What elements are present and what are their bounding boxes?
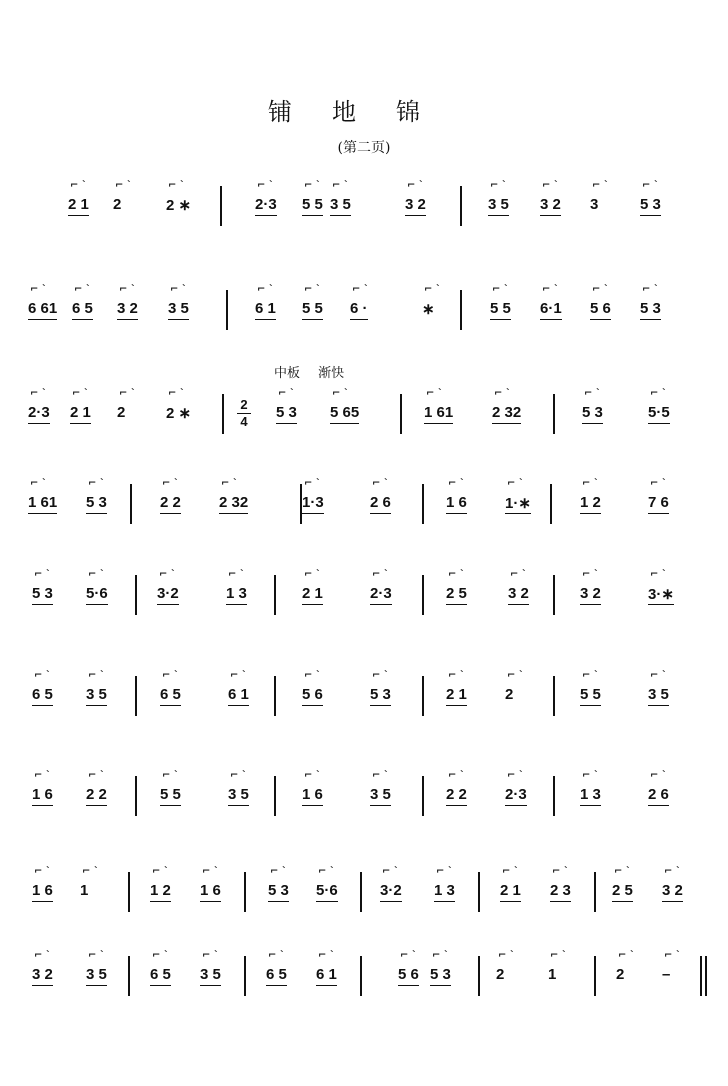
articulation-mark: ⌐ ˋ bbox=[34, 950, 51, 961]
articulation-mark: ⌐ ˋ bbox=[592, 180, 609, 191]
note-group: 6 5 ⌐ ˋ bbox=[72, 300, 93, 317]
note-group: 1 3 ⌐ ˋ bbox=[580, 786, 601, 803]
note-group: 3 5 ⌐ ˋ bbox=[370, 786, 391, 803]
articulation-mark: ⌐ ˋ bbox=[448, 770, 465, 781]
note-group: 6·1 ⌐ ˋ bbox=[540, 300, 562, 317]
score-line bbox=[0, 866, 728, 946]
note-group: 1 2 ⌐ ˋ bbox=[580, 494, 601, 511]
note-group: 5 5 ⌐ ˋ bbox=[490, 300, 511, 317]
articulation-mark: ⌐ ˋ bbox=[664, 866, 681, 877]
note-group: 2 2 ⌐ ˋ bbox=[86, 786, 107, 803]
articulation-mark: ⌐ ˋ bbox=[552, 866, 569, 877]
articulation-mark: ⌐ ˋ bbox=[490, 180, 507, 191]
bar-line bbox=[360, 872, 362, 912]
bar-line bbox=[130, 484, 132, 524]
bar-line bbox=[222, 394, 224, 434]
articulation-mark: ⌐ ˋ bbox=[304, 770, 321, 781]
bar-line bbox=[478, 872, 480, 912]
note-group: 3 5 ⌐ ˋ bbox=[200, 966, 221, 983]
note-group: 6 5 ⌐ ˋ bbox=[150, 966, 171, 983]
articulation-mark: ⌐ ˋ bbox=[230, 670, 247, 681]
note-group: 2 ⌐ ˋ bbox=[113, 180, 132, 213]
articulation-mark: ⌐ ˋ bbox=[30, 388, 47, 399]
bar-line bbox=[553, 575, 555, 615]
articulation-mark: ⌐ ˋ bbox=[448, 670, 465, 681]
articulation-mark: ⌐ ˋ bbox=[332, 180, 349, 191]
note-group: 6 61 ⌐ ˋ bbox=[28, 300, 57, 317]
bar-line bbox=[422, 676, 424, 716]
articulation-mark: ⌐ ˋ bbox=[170, 284, 187, 295]
note-group: 1 6 ⌐ ˋ bbox=[302, 786, 323, 803]
articulation-mark: ⌐ ˋ bbox=[318, 866, 335, 877]
score-line bbox=[0, 284, 728, 364]
note-group: 5 5 ⌐ ˋ bbox=[302, 196, 323, 213]
articulation-mark: ⌐ ˋ bbox=[507, 478, 524, 489]
note-group: 5 3 ⌐ ˋ bbox=[86, 494, 107, 511]
articulation-mark: ⌐ ˋ bbox=[332, 388, 349, 399]
articulation-mark: ⌐ ˋ bbox=[650, 770, 667, 781]
articulation-mark: ⌐ ˋ bbox=[372, 569, 389, 580]
note-group: 6 5 ⌐ ˋ bbox=[266, 966, 287, 983]
articulation-mark: ⌐ ˋ bbox=[257, 284, 274, 295]
articulation-mark: ⌐ ˋ bbox=[88, 478, 105, 489]
articulation-mark: ⌐ ˋ bbox=[318, 950, 335, 961]
articulation-mark: ⌐ ˋ bbox=[642, 284, 659, 295]
bar-line bbox=[220, 186, 222, 226]
note-group: 2 1 ⌐ ˋ bbox=[302, 585, 323, 602]
articulation-mark: ⌐ ˋ bbox=[30, 284, 47, 295]
note-group: 2 ⌐ ˋ bbox=[505, 670, 524, 703]
articulation-mark: ⌐ ˋ bbox=[159, 569, 176, 580]
bar-line bbox=[274, 575, 276, 615]
note-group: 3 5 ⌐ ˋ bbox=[228, 786, 249, 803]
note-group: 5 5 ⌐ ˋ bbox=[302, 300, 323, 317]
articulation-mark: ⌐ ˋ bbox=[115, 180, 132, 191]
articulation-mark: ⌐ ˋ bbox=[550, 950, 567, 961]
articulation-mark: ⌐ ˋ bbox=[507, 670, 524, 681]
articulation-mark: ⌐ ˋ bbox=[592, 284, 609, 295]
articulation-mark: ⌐ ˋ bbox=[502, 866, 519, 877]
articulation-mark: ⌐ ˋ bbox=[582, 569, 599, 580]
bar-line bbox=[300, 484, 302, 524]
bar-line bbox=[422, 776, 424, 816]
articulation-mark: ⌐ ˋ bbox=[72, 388, 89, 399]
articulation-mark: ⌐ ˋ bbox=[74, 284, 91, 295]
note-group: 6 5 ⌐ ˋ bbox=[160, 686, 181, 703]
articulation-mark: ⌐ ˋ bbox=[168, 388, 185, 399]
note-group: 2 ⌐ ˋ bbox=[496, 950, 515, 983]
note-group: 2 6 ⌐ ˋ bbox=[648, 786, 669, 803]
note-group: 5 3 ⌐ ˋ bbox=[640, 196, 661, 213]
articulation-mark: ⌐ ˋ bbox=[650, 670, 667, 681]
note-group: 5·6 ⌐ ˋ bbox=[86, 585, 108, 602]
bar-line bbox=[244, 872, 246, 912]
note-group: 3 2 ⌐ ˋ bbox=[117, 300, 138, 317]
note-group: 1 6 ⌐ ˋ bbox=[32, 786, 53, 803]
note-group: 1 3 ⌐ ˋ bbox=[434, 882, 455, 899]
articulation-mark: ⌐ ˋ bbox=[582, 670, 599, 681]
note-group: 1·∗ ⌐ ˋ bbox=[505, 478, 531, 512]
articulation-mark: ⌐ ˋ bbox=[448, 569, 465, 580]
note-group: 1 6 ⌐ ˋ bbox=[200, 882, 221, 899]
note-group: 3 2 ⌐ ˋ bbox=[508, 585, 529, 602]
articulation-mark: ⌐ ˋ bbox=[88, 770, 105, 781]
articulation-mark: ⌐ ˋ bbox=[448, 478, 465, 489]
note-group: 3 ⌐ ˋ bbox=[590, 180, 609, 213]
note-group: 2 ⌐ ˋ bbox=[117, 388, 136, 421]
page-label: (第二页) bbox=[337, 140, 391, 156]
note-group: 2 5 ⌐ ˋ bbox=[446, 585, 467, 602]
note-group: 2·3 ⌐ ˋ bbox=[28, 404, 50, 421]
articulation-mark: ⌐ ˋ bbox=[278, 388, 295, 399]
articulation-mark: ⌐ ˋ bbox=[270, 866, 287, 877]
articulation-mark: ⌐ ˋ bbox=[304, 569, 321, 580]
note-group: 5 3 ⌐ ˋ bbox=[32, 585, 53, 602]
articulation-mark: ⌐ ˋ bbox=[304, 478, 321, 489]
note-group: 3 5 ⌐ ˋ bbox=[168, 300, 189, 317]
note-group: 2 1 ⌐ ˋ bbox=[68, 196, 89, 213]
articulation-mark: ⌐ ˋ bbox=[88, 950, 105, 961]
score-line bbox=[0, 569, 728, 649]
note-group: 2 5 ⌐ ˋ bbox=[612, 882, 633, 899]
note-group: 2 32 ⌐ ˋ bbox=[219, 494, 248, 511]
bar-line bbox=[550, 484, 552, 524]
note-group: 6 5 ⌐ ˋ bbox=[32, 686, 53, 703]
note-group: 2 1 ⌐ ˋ bbox=[70, 404, 91, 421]
time-signature-top: 2 bbox=[240, 397, 248, 412]
note-group: 3·2 ⌐ ˋ bbox=[157, 585, 179, 602]
note-group: 2 ⌐ ˋ bbox=[616, 950, 635, 983]
articulation-mark: ⌐ ˋ bbox=[230, 770, 247, 781]
score-line bbox=[0, 670, 728, 750]
note-group: 5·6 ⌐ ˋ bbox=[316, 882, 338, 899]
note-group: 5 3 ⌐ ˋ bbox=[276, 404, 297, 421]
bar-line bbox=[400, 394, 402, 434]
note-group: 3 2 ⌐ ˋ bbox=[540, 196, 561, 213]
articulation-mark: ⌐ ˋ bbox=[582, 770, 599, 781]
articulation-mark: ⌐ ˋ bbox=[34, 866, 51, 877]
articulation-mark: ⌐ ˋ bbox=[492, 284, 509, 295]
articulation-mark: ⌐ ˋ bbox=[498, 950, 515, 961]
bar-line bbox=[128, 956, 130, 996]
articulation-mark: ⌐ ˋ bbox=[542, 180, 559, 191]
articulation-mark: ⌐ ˋ bbox=[494, 388, 511, 399]
note-group: 5 5 ⌐ ˋ bbox=[160, 786, 181, 803]
articulation-mark: ⌐ ˋ bbox=[304, 670, 321, 681]
articulation-mark: ⌐ ˋ bbox=[152, 950, 169, 961]
note-group: 3 2 ⌐ ˋ bbox=[32, 966, 53, 983]
note-group: 2 32 ⌐ ˋ bbox=[492, 404, 521, 421]
articulation-mark: ⌐ ˋ bbox=[372, 770, 389, 781]
note-group: 6 1 ⌐ ˋ bbox=[255, 300, 276, 317]
articulation-mark: ⌐ ˋ bbox=[119, 284, 136, 295]
note-group: 6 1 ⌐ ˋ bbox=[228, 686, 249, 703]
articulation-mark: ⌐ ˋ bbox=[152, 866, 169, 877]
articulation-mark: ⌐ ˋ bbox=[407, 180, 424, 191]
articulation-mark: ⌐ ˋ bbox=[82, 866, 99, 877]
bar-line bbox=[422, 484, 424, 524]
score-line bbox=[0, 770, 728, 850]
articulation-mark: ⌐ ˋ bbox=[382, 866, 399, 877]
note-group: 3·2 ⌐ ˋ bbox=[380, 882, 402, 899]
articulation-mark: ⌐ ˋ bbox=[304, 284, 321, 295]
articulation-mark: ⌐ ˋ bbox=[650, 478, 667, 489]
articulation-mark: ⌐ ˋ bbox=[162, 478, 179, 489]
note-group: 5 3 ⌐ ˋ bbox=[582, 404, 603, 421]
note-group: 5 5 ⌐ ˋ bbox=[580, 686, 601, 703]
articulation-mark: ⌐ ˋ bbox=[352, 284, 369, 295]
articulation-mark: ⌐ ˋ bbox=[162, 670, 179, 681]
articulation-mark: ⌐ ˋ bbox=[642, 180, 659, 191]
note-group: 3 2 ⌐ ˋ bbox=[405, 196, 426, 213]
note-group: 3 5 ⌐ ˋ bbox=[330, 196, 351, 213]
note-group: 2 1 ⌐ ˋ bbox=[500, 882, 521, 899]
articulation-mark: ⌐ ˋ bbox=[34, 569, 51, 580]
note-group: 5 65 ⌐ ˋ bbox=[330, 404, 359, 421]
piece-title: 铺地锦 bbox=[268, 98, 460, 126]
note-group: 6 1 ⌐ ˋ bbox=[316, 966, 337, 983]
note-group: 2 ∗ ⌐ ˋ bbox=[166, 180, 192, 214]
note-group: 2 1 ⌐ ˋ bbox=[446, 686, 467, 703]
note-group: 1 6 ⌐ ˋ bbox=[446, 494, 467, 511]
note-group: 2 2 ⌐ ˋ bbox=[446, 786, 467, 803]
bar-line bbox=[244, 956, 246, 996]
score-line bbox=[0, 388, 728, 468]
articulation-mark: ⌐ ˋ bbox=[162, 770, 179, 781]
articulation-mark: ⌐ ˋ bbox=[664, 950, 681, 961]
score-line bbox=[0, 950, 728, 1030]
articulation-mark: ⌐ ˋ bbox=[436, 866, 453, 877]
note-group: 5 3 ⌐ ˋ bbox=[268, 882, 289, 899]
articulation-mark: ⌐ ˋ bbox=[304, 180, 321, 191]
articulation-mark: ⌐ ˋ bbox=[202, 950, 219, 961]
articulation-mark: ⌐ ˋ bbox=[618, 950, 635, 961]
bar-line bbox=[135, 776, 137, 816]
note-group: 5 6 ⌐ ˋ bbox=[398, 966, 419, 983]
tempo-marking: 中板 渐快 bbox=[274, 366, 345, 381]
articulation-mark: ⌐ ˋ bbox=[88, 670, 105, 681]
bar-line bbox=[226, 290, 228, 330]
articulation-mark: ⌐ ˋ bbox=[257, 180, 274, 191]
note-group: 3 5 ⌐ ˋ bbox=[648, 686, 669, 703]
note-group: 2 6 ⌐ ˋ bbox=[370, 494, 391, 511]
articulation-mark: ⌐ ˋ bbox=[507, 770, 524, 781]
articulation-mark: ⌐ ˋ bbox=[584, 388, 601, 399]
note-group: 1 2 ⌐ ˋ bbox=[150, 882, 171, 899]
articulation-mark: ⌐ ˋ bbox=[426, 388, 443, 399]
note-group: 1·3 ⌐ ˋ bbox=[302, 494, 324, 511]
articulation-mark: ⌐ ˋ bbox=[372, 670, 389, 681]
articulation-mark: ⌐ ˋ bbox=[119, 388, 136, 399]
articulation-mark: ⌐ ˋ bbox=[30, 478, 47, 489]
note-group: 5 3 ⌐ ˋ bbox=[640, 300, 661, 317]
note-group: 3 5 ⌐ ˋ bbox=[86, 966, 107, 983]
articulation-mark: ⌐ ˋ bbox=[228, 569, 245, 580]
articulation-mark: ⌐ ˋ bbox=[372, 478, 389, 489]
bar-line bbox=[460, 290, 462, 330]
note-group: 5·5 ⌐ ˋ bbox=[648, 404, 670, 421]
note-group: 1 61 ⌐ ˋ bbox=[424, 404, 453, 421]
articulation-mark: ⌐ ˋ bbox=[221, 478, 238, 489]
score-line bbox=[0, 180, 728, 260]
note-group: 3 5 ⌐ ˋ bbox=[86, 686, 107, 703]
time-signature bbox=[237, 398, 251, 429]
articulation-mark: ⌐ ˋ bbox=[542, 284, 559, 295]
note-group: – ⌐ ˋ bbox=[662, 950, 681, 983]
articulation-mark: ⌐ ˋ bbox=[510, 569, 527, 580]
note-group: 2 ∗ ⌐ ˋ bbox=[166, 388, 192, 422]
articulation-mark: ⌐ ˋ bbox=[614, 866, 631, 877]
articulation-mark: ⌐ ˋ bbox=[70, 180, 87, 191]
bar-line bbox=[553, 394, 555, 434]
note-group: 5 6 ⌐ ˋ bbox=[302, 686, 323, 703]
note-group: 2 2 ⌐ ˋ bbox=[160, 494, 181, 511]
bar-line bbox=[700, 956, 702, 996]
note-group: ∗ ⌐ ˋ bbox=[422, 284, 441, 318]
articulation-mark: ⌐ ˋ bbox=[400, 950, 417, 961]
note-group: 7 6 ⌐ ˋ bbox=[648, 494, 669, 511]
bar-line bbox=[274, 676, 276, 716]
articulation-mark: ⌐ ˋ bbox=[650, 569, 667, 580]
note-group: 1 61 ⌐ ˋ bbox=[28, 494, 57, 511]
note-group: 1 ⌐ ˋ bbox=[548, 950, 567, 983]
articulation-mark: ⌐ ˋ bbox=[34, 770, 51, 781]
bar-line bbox=[135, 575, 137, 615]
articulation-mark: ⌐ ˋ bbox=[650, 388, 667, 399]
note-group: 1 ⌐ ˋ bbox=[80, 866, 99, 899]
note-group: 6 · ⌐ ˋ bbox=[350, 300, 368, 317]
bar-line bbox=[422, 575, 424, 615]
note-group: 2·3 ⌐ ˋ bbox=[505, 786, 527, 803]
bar-line bbox=[553, 676, 555, 716]
bar-line bbox=[460, 186, 462, 226]
bar-line bbox=[274, 776, 276, 816]
articulation-mark: ⌐ ˋ bbox=[268, 950, 285, 961]
note-group: 2 3 ⌐ ˋ bbox=[550, 882, 571, 899]
bar-line bbox=[594, 956, 596, 996]
bar-line bbox=[478, 956, 480, 996]
bar-line bbox=[594, 872, 596, 912]
score-line bbox=[0, 478, 728, 558]
note-group: 3·∗ ⌐ ˋ bbox=[648, 569, 674, 603]
bar-line bbox=[553, 776, 555, 816]
articulation-mark: ⌐ ˋ bbox=[582, 478, 599, 489]
articulation-mark: ⌐ ˋ bbox=[202, 866, 219, 877]
note-group: 1 6 ⌐ ˋ bbox=[32, 882, 53, 899]
articulation-mark: ⌐ ˋ bbox=[34, 670, 51, 681]
time-signature-bottom: 4 bbox=[240, 414, 248, 429]
bar-line bbox=[128, 872, 130, 912]
bar-line bbox=[360, 956, 362, 996]
note-group: 5 3 ⌐ ˋ bbox=[370, 686, 391, 703]
note-group: 1 3 ⌐ ˋ bbox=[226, 585, 247, 602]
bar-line bbox=[135, 676, 137, 716]
note-group: 2·3 ⌐ ˋ bbox=[255, 196, 277, 213]
articulation-mark: ⌐ ˋ bbox=[424, 284, 441, 295]
note-group: 3 5 ⌐ ˋ bbox=[488, 196, 509, 213]
articulation-mark: ⌐ ˋ bbox=[88, 569, 105, 580]
note-group: 2·3 ⌐ ˋ bbox=[370, 585, 392, 602]
note-group: 5 6 ⌐ ˋ bbox=[590, 300, 611, 317]
articulation-mark: ⌐ ˋ bbox=[432, 950, 449, 961]
articulation-mark: ⌐ ˋ bbox=[168, 180, 185, 191]
note-group: 5 3 ⌐ ˋ bbox=[430, 966, 451, 983]
note-group: 3 2 ⌐ ˋ bbox=[580, 585, 601, 602]
note-group: 3 2 ⌐ ˋ bbox=[662, 882, 683, 899]
